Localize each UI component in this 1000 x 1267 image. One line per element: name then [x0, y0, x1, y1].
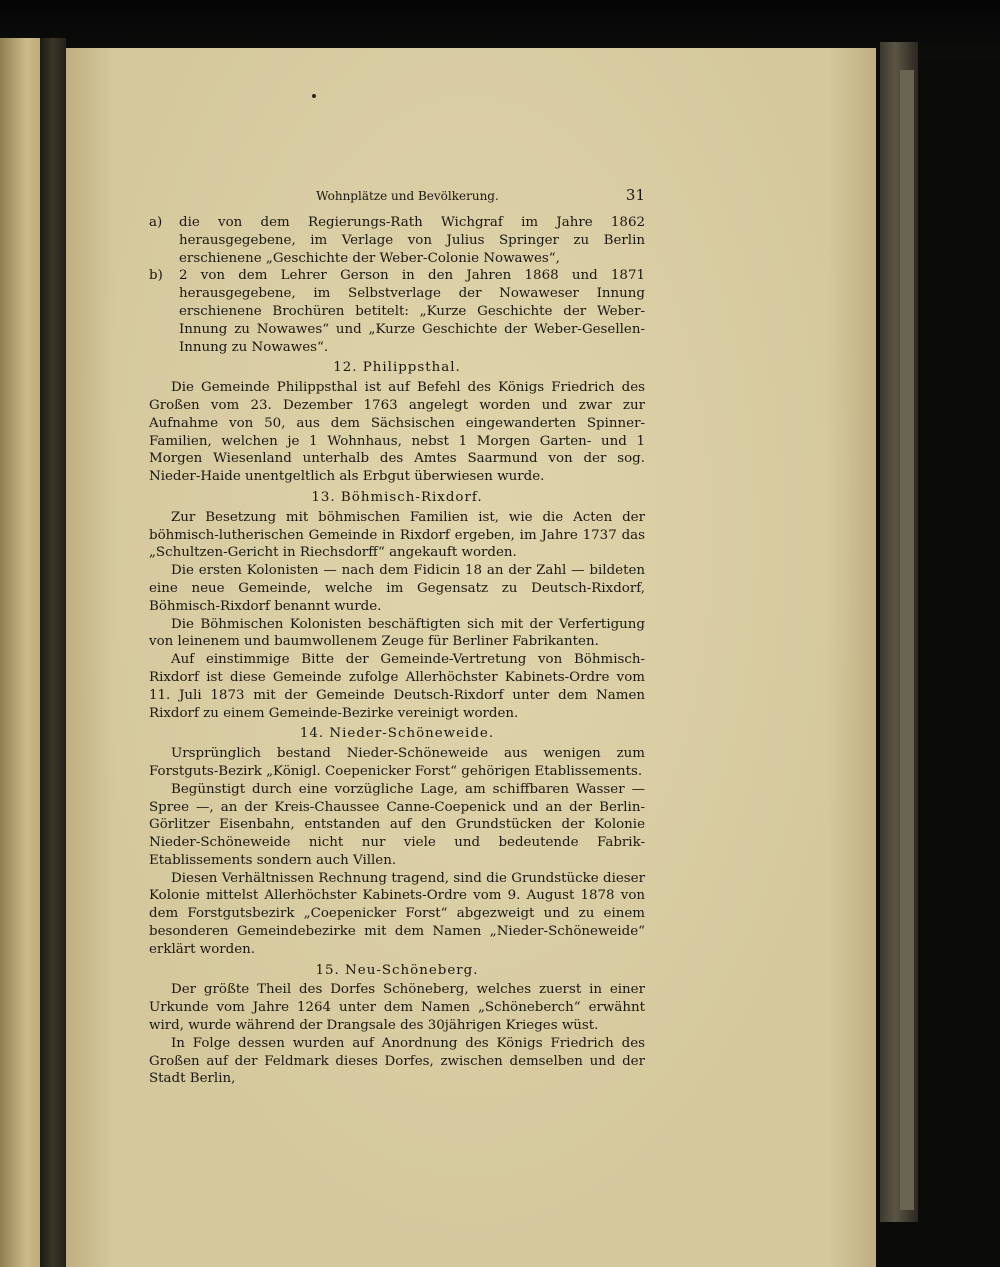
paragraph: Die Böhmischen Kolonisten beschäftigten sich mit der Verfertigung von leinenem und baumwollenem Zeuge für Berliner Fabrikanten.: [149, 616, 645, 650]
paragraph: Der größte Theil des Dorfes Schöneberg, welches zuerst in einer Urkunde vom Jahre 1264 unter dem Namen „Schöneberch“ erwähnt wird, wurde während der Drangsale des 30jährigen Krieges wüst.: [149, 982, 645, 1034]
paragraph: Diesen Verhältnissen Rechnung tragend, sind die Grundstücke dieser Kolonie mittelst Allerhöchster Kabinets-Ordre vom 9. August 1878 von dem Forstgutsbezirk „Coepenicker Forst“ abgezweigt und zu einem besonderen Gemeindebezirke mit dem Namen „Nieder-Schöneweide“ erklärt worden.: [149, 870, 645, 957]
book-gutter: [40, 38, 66, 1267]
paragraph: Begünstigt durch eine vorzügliche Lage, am schiffbaren Wasser — Spree —, an der Kreis-Chaussee Canne-Coepenick und an der Berlin-Görlitzer Eisenbahn, entstanden auf den Grundstücken der Kolonie Nieder-Schöneweide nicht nur viele und bedeutende Fabrik-Etablissements sondern auch Villen.: [149, 781, 645, 868]
source-item-marker: a): [149, 215, 163, 230]
running-title: Wohnplätze und Bevölkerung.: [316, 189, 499, 203]
paragraph: Die Gemeinde Philippsthal ist auf Befehl des Königs Friedrich des Großen vom 23. Dezember 1763 angelegt worden und zwar zur Aufnahme von 50, aus dem Sächsischen eingewanderten Spinner-Familien, welchen je 1 Wohnhaus, nebst 1 Morgen Garten- und 1 Morgen Wiesenland unterhalb des Amtes Saarmund von der sog. Nieder-Haide unentgeltlich als Erbgut überwiesen wurde.: [149, 380, 645, 485]
page-number: 31: [625, 186, 645, 204]
source-item: [149, 214, 645, 267]
source-item: [149, 267, 645, 356]
source-item-text: die von dem Regierungs-Rath Wichgraf im Jahre 1862 herausgegebene, im Verlage von Julius Springer zu Berlin erschienene „Geschichte der Weber-Colonie Nowawes“,: [179, 215, 645, 266]
section-heading: 12. Philippsthal.: [333, 360, 461, 376]
paragraph: Auf einstimmige Bitte der Gemeinde-Vertretung von Böhmisch-Rixdorf ist diese Gemeinde zufolge Allerhöchster Kabinets-Ordre vom 11. Juli 1873 mit der Gemeinde Deutsch-Rixdorf unter dem Namen Rixdorf zu einem Gemeinde-Bezirke vereinigt worden.: [149, 652, 645, 721]
section-heading: 13. Böhmisch-Rixdorf.: [311, 489, 483, 505]
source-item-text: 2 von dem Lehrer Gerson in den Jahren 1868 und 1871 herausgegebene, im Selbstverlage der Nowaweser Innung erschienene Brochüren betitelt: „Kurze Geschichte der Weber-Innung zu Nowawes“ und „Kurze Geschichte der Weber-Gesellen-Innung zu Nowawes“.: [179, 268, 645, 355]
page-text-block: [149, 186, 645, 1088]
paragraph: Ursprünglich bestand Nieder-Schöneweide aus wenigen zum Forstguts-Bezirk „Königl. Coepenicker Forst“ gehörigen Etablissements.: [149, 746, 645, 779]
left-page-edge: [0, 38, 44, 1267]
paragraph: Zur Besetzung mit böhmischen Familien ist, wie die Acten der böhmisch-lutherischen Gemeinde in Rixdorf ergeben, im Jahre 1737 das „Schultzen-Gericht in Riechsdorff“ angekauft worden.: [149, 509, 645, 561]
running-header: [149, 186, 645, 214]
section-heading: 14. Nieder-Schöneweide.: [299, 726, 495, 742]
page-stack-edge: [900, 70, 914, 1210]
paragraph: In Folge dessen wurden auf Anordnung des Königs Friedrich des Großen auf der Feldmark dieses Dorfes, zwischen demselben und der Stadt Berlin,: [149, 1035, 645, 1087]
paragraph: Die ersten Kolonisten — nach dem Fidicin 18 an der Zahl — bildeten eine neue Gemeinde, welche im Gegensatz zu Deutsch-Rixdorf, Böhmisch-Rixdorf benannt wurde.: [149, 563, 645, 614]
ink-speck: [312, 94, 316, 98]
source-item-marker: b): [149, 268, 163, 284]
section-heading: 15. Neu-Schöneberg.: [315, 962, 479, 978]
body-text: [149, 214, 645, 1088]
